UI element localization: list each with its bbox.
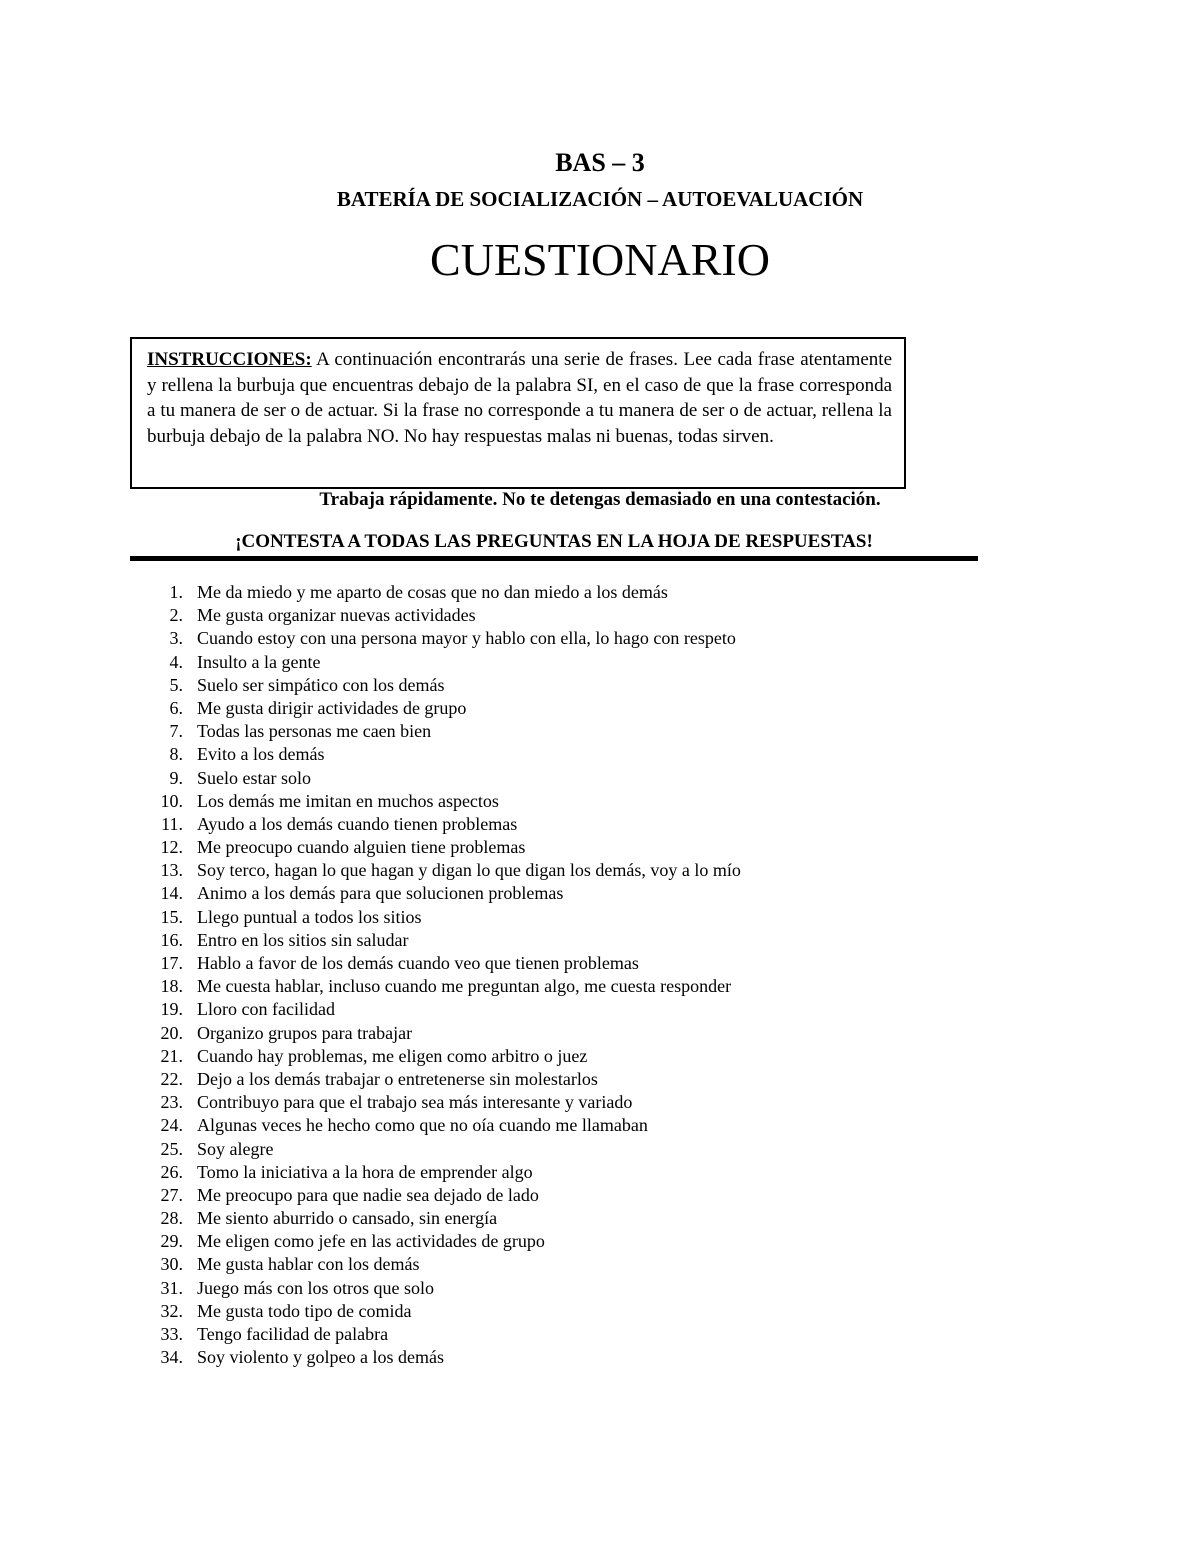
question-text: Tomo la iniciativa a la hora de emprender algo	[197, 1161, 533, 1182]
question-number: 16.	[160, 929, 183, 950]
question-text: Cuando hay problemas, me eligen como arbitro o juez	[197, 1045, 588, 1066]
question-text: Me siento aburrido o cansado, sin energía	[197, 1208, 498, 1229]
list-item	[150, 859, 1000, 882]
list-item	[150, 1230, 1000, 1253]
question-number: 7.	[169, 721, 183, 742]
list-item	[150, 1207, 1000, 1230]
question-number: 2.	[169, 605, 183, 626]
question-number: 31.	[160, 1277, 183, 1298]
question-number: 23.	[160, 1092, 183, 1113]
question-number: 24.	[160, 1115, 183, 1136]
question-text: Me eligen como jefe en las actividades de grupo	[197, 1231, 545, 1252]
question-number: 8.	[169, 744, 183, 765]
question-number: 18.	[160, 976, 183, 997]
question-text: Animo a los demás para que solucionen problemas	[197, 883, 564, 904]
list-item	[150, 1253, 1000, 1276]
question-number: 32.	[160, 1300, 183, 1321]
document-code: BAS – 3	[555, 148, 645, 177]
question-number: 3.	[169, 628, 183, 649]
question-number: 26.	[160, 1161, 183, 1182]
question-number: 9.	[169, 767, 183, 788]
question-number: 20.	[160, 1022, 183, 1043]
question-text: Insulto a la gente	[197, 651, 321, 672]
list-item	[150, 581, 1000, 604]
list-item	[150, 1091, 1000, 1114]
list-item	[150, 1346, 1000, 1369]
list-item	[150, 1114, 1000, 1137]
question-text: Contribuyo para que el trabajo sea más interesante y variado	[197, 1092, 633, 1113]
instructions-text: A continuación encontrarás una serie de frases. Lee cada frase atentamente y rellena la burbuja que encuentras debajo de la palabra SI, en el caso de que la frase corresponda a tu manera de ser o de actuar. Si la frase no corresponde a tu manera de ser o de actuar, rellena la burbuja debajo de la palabra NO. No hay respuestas malas ni buenas, todas sirven.	[147, 349, 892, 447]
question-number: 21.	[160, 1045, 183, 1066]
list-item	[150, 720, 1000, 743]
question-text: Hablo a favor de los demás cuando veo que tienen problemas	[197, 953, 639, 973]
list-item	[150, 674, 1000, 697]
list-item	[150, 1138, 1000, 1161]
question-text: Soy violento y golpeo a los demás	[197, 1347, 444, 1368]
question-text: Me preocupo para que nadie sea dejado de lado	[197, 1184, 539, 1205]
question-number: 25.	[160, 1138, 183, 1159]
list-item	[150, 1277, 1000, 1300]
list-item	[150, 836, 1000, 859]
question-number: 1.	[169, 582, 183, 602]
question-text: Tengo facilidad de palabra	[197, 1324, 389, 1344]
question-text: Juego más con los otros que solo	[197, 1277, 434, 1298]
list-item	[150, 604, 1000, 627]
question-number: 28.	[160, 1208, 183, 1229]
question-text: Me gusta hablar con los demás	[197, 1254, 420, 1275]
list-item	[150, 790, 1000, 813]
list-item	[150, 767, 1000, 790]
question-number: 12.	[160, 837, 183, 858]
question-number: 34.	[160, 1347, 183, 1368]
question-number: 11.	[161, 813, 183, 834]
list-item	[150, 651, 1000, 674]
question-number: 6.	[169, 697, 183, 718]
question-text: Lloro con facilidad	[197, 999, 335, 1020]
list-item	[150, 929, 1000, 952]
question-text: Me gusta dirigir actividades de grupo	[197, 697, 467, 718]
instructions-label: INSTRUCCIONES:	[147, 349, 312, 370]
question-number: 10.	[160, 790, 183, 811]
list-item	[150, 882, 1000, 905]
list-item	[150, 1068, 1000, 1091]
work-fast-note: Trabaja rápidamente. No te detengas demasiado en una contestación.	[319, 489, 881, 510]
question-number: 22.	[160, 1068, 183, 1089]
question-text: Organizo grupos para trabajar	[197, 1022, 413, 1043]
question-number: 33.	[160, 1324, 183, 1344]
list-item	[150, 1022, 1000, 1045]
question-text: Soy alegre	[197, 1138, 274, 1159]
question-number: 17.	[160, 953, 183, 973]
question-number: 14.	[160, 883, 183, 904]
question-number: 29.	[160, 1231, 183, 1252]
question-number: 30.	[160, 1254, 183, 1275]
list-item	[150, 1161, 1000, 1184]
question-text: Cuando estoy con una persona mayor y hablo con ella, lo hago con respeto	[197, 628, 736, 649]
list-item	[150, 952, 1000, 975]
question-number: 15.	[160, 906, 183, 927]
list-item	[150, 743, 1000, 766]
question-text: Soy terco, hagan lo que hagan y digan lo que digan los demás, voy a lo mío	[197, 860, 741, 881]
question-text: Suelo ser simpático con los demás	[197, 674, 445, 695]
question-text: Entro en los sitios sin saludar	[197, 929, 409, 950]
document-subtitle: BATERÍA DE SOCIALIZACIÓN – AUTOEVALUACIÓN	[336, 187, 864, 211]
question-text: Los demás me imitan en muchos aspectos	[197, 790, 499, 811]
list-item	[150, 1300, 1000, 1323]
question-number: 4.	[169, 651, 183, 672]
question-number: 19.	[160, 999, 183, 1020]
question-text: Me cuesta hablar, incluso cuando me preguntan algo, me cuesta responder	[197, 976, 732, 997]
list-item	[150, 697, 1000, 720]
question-text: Ayudo a los demás cuando tienen problemas	[197, 813, 518, 834]
list-item	[150, 1045, 1000, 1068]
answer-sheet-note: ¡CONTESTA A TODAS LAS PREGUNTAS EN LA HOJA DE RESPUESTAS!	[235, 531, 873, 552]
list-item	[150, 813, 1000, 836]
page-title: CUESTIONARIO	[430, 234, 770, 285]
question-text: Me gusta todo tipo de comida	[197, 1300, 412, 1321]
question-text: Me preocupo cuando alguien tiene problemas	[197, 837, 526, 858]
list-item	[150, 1184, 1000, 1207]
question-text: Llego puntual a todos los sitios	[197, 906, 422, 927]
list-item	[150, 975, 1000, 998]
instructions-box	[130, 337, 906, 489]
list-item	[150, 998, 1000, 1021]
question-text: Me da miedo y me aparto de cosas que no dan miedo a los demás	[197, 582, 668, 602]
list-item	[150, 1323, 1000, 1346]
question-text: Suelo estar solo	[197, 767, 311, 788]
question-text: Todas las personas me caen bien	[197, 721, 432, 742]
question-text: Evito a los demás	[197, 744, 325, 765]
question-number: 13.	[160, 860, 183, 881]
question-number: 27.	[160, 1184, 183, 1205]
question-text: Me gusta organizar nuevas actividades	[197, 605, 476, 626]
question-text: Dejo a los demás trabajar o entretenerse sin molestarlos	[197, 1068, 598, 1089]
list-item	[150, 906, 1000, 929]
question-number: 5.	[169, 674, 183, 695]
question-text: Algunas veces he hecho como que no oía cuando me llamaban	[197, 1115, 648, 1136]
question-list	[150, 581, 1000, 1369]
divider	[130, 556, 978, 561]
list-item	[150, 627, 1000, 650]
